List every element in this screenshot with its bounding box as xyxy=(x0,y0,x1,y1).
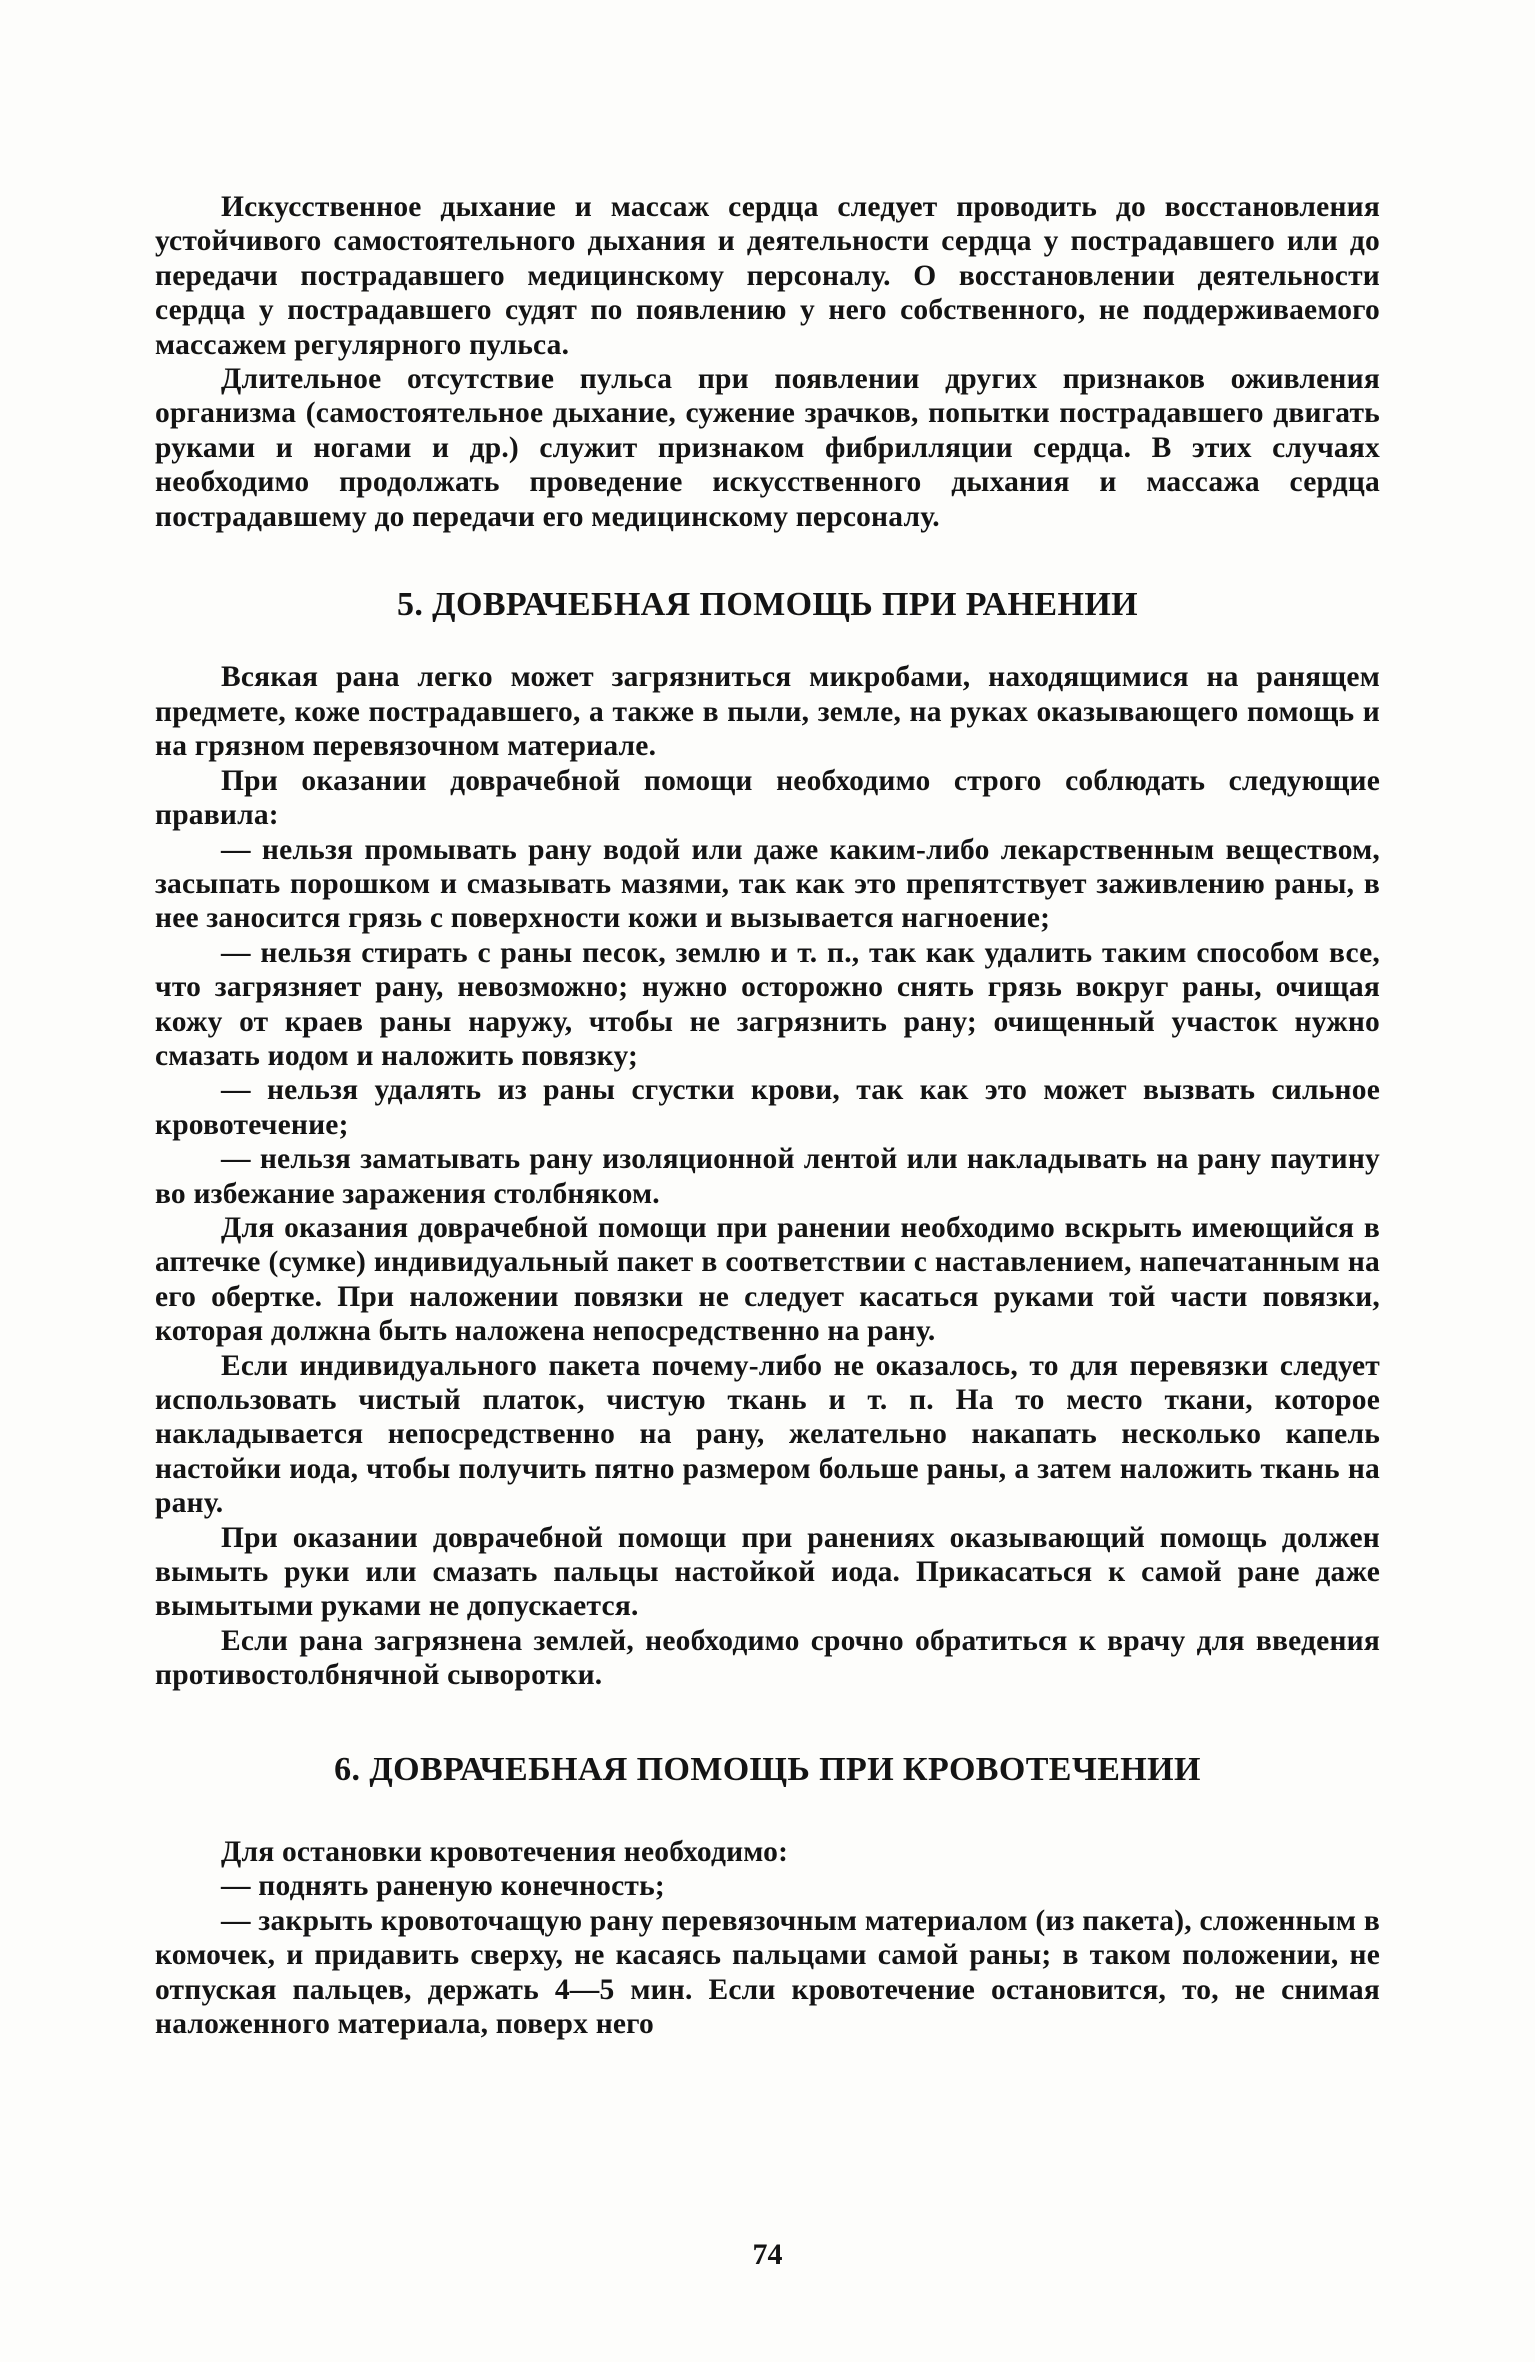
paragraph: Для остановки кровотечения необходимо: xyxy=(221,1836,789,1869)
section-heading: 6. ДОВРАЧЕБНАЯ ПОМОЩЬ ПРИ КРОВОТЕЧЕНИИ xyxy=(334,1750,1201,1788)
rule-item: — нельзя заматывать рану изоляционной лентой или накладывать на рану паутину во избежание заражения столбняком. xyxy=(155,1143,1380,1210)
step-item: — закрыть кровоточащую рану перевязочным материалом (из пакета), сложенным в комочек, и придавить сверху, не касаясь пальцами самой раны; в таком положении, не отпуская пальцев, держать 4—5 мин. Если кровотечение остановится, то, не снимая наложенного материала, поверх него xyxy=(155,1904,1380,2041)
rule-item: — нельзя промывать рану водой или даже каким-либо лекарственным веществом, засыпать порошком и смазывать мазями, так как это препятствует заживлению раны, в нее заносится грязь с поверхности кожи и вызывается нагноение; xyxy=(155,833,1380,935)
section-heading: 5. ДОВРАЧЕБНАЯ ПОМОЩЬ ПРИ РАНЕНИИ xyxy=(396,586,1139,624)
paragraph: Если индивидуального пакета почему-либо не оказалось, то для перевязки следует использовать чистый платок, чистую ткань и т. п. На то место ткани, которое накладывается непосредственно на рану, желательно накапать несколько капель настойки иода, чтобы получить пятно размером больше раны, а затем наложить ткань на рану. xyxy=(155,1349,1380,1520)
paragraph: При оказании доврачебной помощи необходимо строго соблюдать следующие правила: xyxy=(155,764,1380,832)
page-number: 74 xyxy=(752,2238,783,2271)
body-text xyxy=(155,190,1380,2042)
paragraph: Если рана загрязнена землей, необходимо срочно обратиться к врачу для введения противостолбнячной сыворотки. xyxy=(155,1624,1380,1692)
paragraph: Длительное отсутствие пульса при появлении других признаков оживления организма (самостоятельное дыхание, сужение зрачков, попытки пострадавшего двигать руками и ногами и др.) служит признаком фибрилляции сердца. В этих случаях необходимо продолжать проведение искусственного дыхания и массажа сердца пострадавшему до передачи его медицинскому персоналу. xyxy=(155,363,1380,533)
paragraph: Для оказания доврачебной помощи при ранении необходимо вскрыть имеющийся в аптечке (сумке) индивидуальный пакет в соответствии с наставлением, напечатанным на его обертке. При наложении повязки не следует касаться руками той части повязки, которая должна быть наложена непосредственно на рану. xyxy=(155,1211,1380,1348)
rule-item: — нельзя стирать с раны песок, землю и т. п., так как удалить таким способом все, что загрязняет рану, невозможно; нужно осторожно снять грязь вокруг раны, очищая кожу от краев раны наружу, чтобы не загрязнить рану; очищенный участок нужно смазать иодом и наложить повязку; xyxy=(155,936,1380,1072)
paragraph: При оказании доврачебной помощи при ранениях оказывающий помощь должен вымыть руки или смазать пальцы настойкой иода. Прикасаться к самой ране даже вымытыми руками не допускается. xyxy=(155,1521,1380,1623)
rule-item: — нельзя удалять из раны сгустки крови, так как это может вызвать сильное кровотечение; xyxy=(155,1074,1380,1141)
step-item: — поднять раненую конечность; xyxy=(221,1870,665,1903)
paragraph: Всякая рана легко может загрязниться микробами, находящимися на ранящем предмете, коже пострадавшего, а также в пыли, земле, на руках оказывающего помощь и на грязном перевязочном материале. xyxy=(155,661,1380,763)
paragraph: Искусственное дыхание и массаж сердца следует проводить до восстановления устойчивого самостоятельного дыхания и деятельности сердца у пострадавшего или до передачи пострадавшего медицинскому персоналу. О восстановлении деятельности сердца у пострадавшего судят по появлению у него собственного, не поддерживаемого массажем регулярного пульса. xyxy=(155,191,1380,361)
